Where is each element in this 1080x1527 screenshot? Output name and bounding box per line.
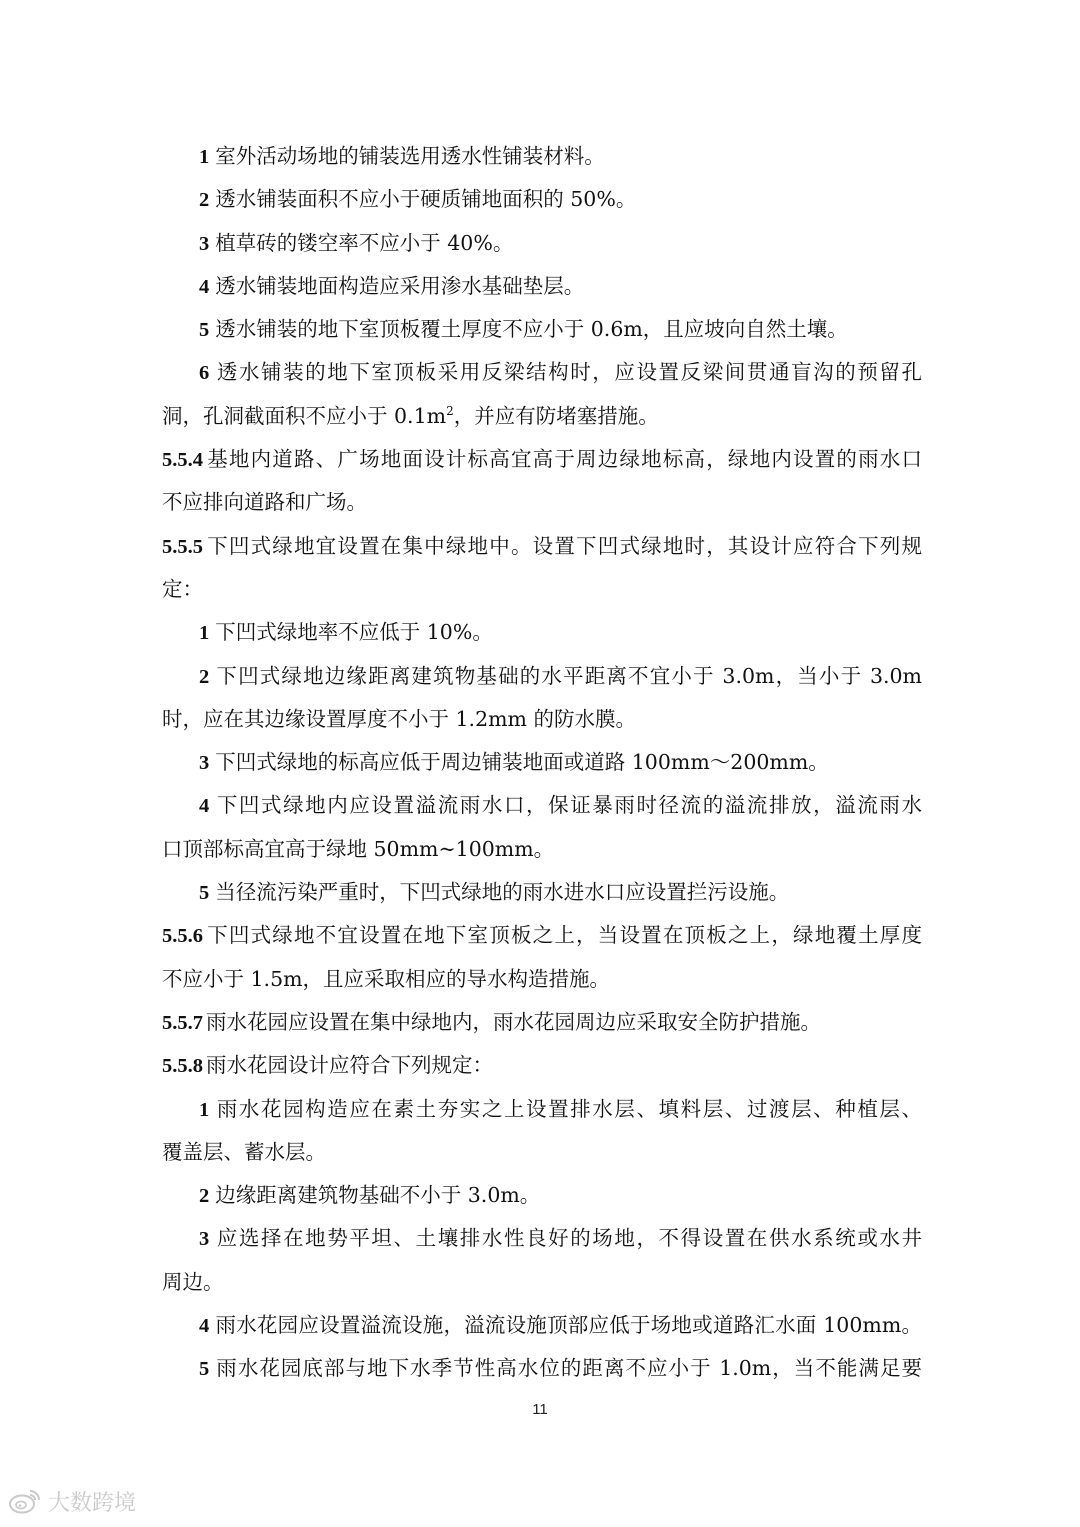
item-number: 2 — [199, 189, 210, 212]
item-text: 周边。 — [162, 1269, 224, 1294]
clause-5-5-6 — [0, 914, 922, 957]
item-number: 1 — [199, 622, 210, 645]
clause-text: 定： — [162, 576, 203, 601]
item-text: 室外活动场地的铺装选用透水性铺装材料。 — [215, 144, 605, 168]
clause-continuation — [0, 568, 922, 611]
list-item — [0, 784, 922, 827]
item-number: 4 — [199, 275, 210, 298]
item-number: 1 — [199, 1098, 210, 1121]
item-text: 雨水花园底部与地下水季节性高水位的距离不应小于 1.0m，当不能满足要 — [215, 1356, 922, 1381]
clause-number: 5.5.5 — [162, 535, 203, 558]
page-number: 11 — [532, 1401, 548, 1418]
clause-text: 不应排向道路和广场。 — [162, 490, 367, 515]
clause-5-5-8 — [0, 1044, 922, 1087]
clause-text: 雨水花园设计应符合下列规定： — [206, 1053, 493, 1078]
list-item — [0, 178, 922, 221]
item-text: 下凹式绿地的标高应低于周边铺装地面或道路 100mm～200mm。 — [215, 750, 829, 775]
clause-5-5-4 — [0, 438, 922, 481]
list-item — [0, 871, 922, 914]
item-number: 4 — [199, 1315, 210, 1338]
item-number: 5 — [199, 1358, 210, 1381]
item-text: 口顶部标高宜高于绿地 50mm~100mm。 — [162, 836, 555, 861]
item-text: 透水铺装的地下室顶板覆土厚度不应小于 0.6m，且应坡向自然土壤。 — [215, 317, 848, 342]
item-number: 5 — [199, 882, 210, 905]
document-body — [0, 135, 1080, 1391]
item-text: 雨水花园构造应在素土夯实之上设置排水层、填料层、过渡层、种植层、 — [215, 1096, 922, 1121]
list-item-continuation — [0, 698, 922, 741]
item-number: 3 — [199, 232, 210, 255]
weibo-logo-icon — [8, 1487, 42, 1515]
item-text: 覆盖层、蓄水层。 — [162, 1139, 326, 1164]
item-text: 下凹式绿地率不应低于 10%。 — [215, 620, 493, 645]
item-text: 透水铺装地面构造应采用渗水基础垫层。 — [215, 273, 585, 298]
clause-text: 雨水花园应设置在集中绿地内，雨水花园周边应采取安全防护措施。 — [206, 1009, 821, 1034]
clause-number: 5.5.7 — [162, 1011, 203, 1034]
list-item — [0, 611, 922, 654]
list-item — [0, 1347, 922, 1390]
item-number: 3 — [199, 1228, 210, 1251]
clause-text: 下凹式绿地不宜设置在地下室顶板之上，当设置在顶板之上，绿地覆土厚度 — [206, 923, 922, 948]
item-text: 应选择在地势平坦、土壤排水性良好的场地，不得设置在供水系统或水井 — [215, 1226, 922, 1251]
list-item — [0, 655, 922, 698]
clause-5-5-5 — [0, 525, 922, 568]
list-item-continuation — [0, 1131, 922, 1174]
clause-text: 下凹式绿地宜设置在集中绿地中。设置下凹式绿地时，其设计应符合下列规 — [206, 533, 922, 558]
item-text: 下凹式绿地边缘距离建筑物基础的水平距离不宜小于 3.0m，当小于 3.0m — [215, 663, 922, 688]
item-text: 洞，孔洞截面积不应小于 0.1m — [162, 403, 447, 428]
list-item — [0, 351, 922, 394]
watermark — [8, 1485, 136, 1517]
item-text: 边缘距离建筑物基础不小于 3.0m。 — [215, 1183, 541, 1208]
list-item — [0, 1174, 922, 1217]
watermark-text: 大数跨境 — [48, 1490, 137, 1516]
item-number: 5 — [199, 319, 210, 342]
list-item-continuation — [0, 828, 922, 871]
list-item — [0, 265, 922, 308]
item-number: 3 — [199, 752, 210, 775]
superscript: 2 — [446, 403, 454, 418]
item-number: 6 — [199, 362, 210, 385]
clause-number: 5.5.4 — [162, 449, 203, 472]
list-item-continuation — [0, 1261, 922, 1304]
list-item — [0, 1217, 922, 1260]
clause-number: 5.5.8 — [162, 1055, 203, 1078]
clause-continuation — [0, 481, 922, 524]
clause-number: 5.5.6 — [162, 925, 203, 948]
item-text: 下凹式绿地内应设置溢流雨水口，保证暴雨时径流的溢流排放，溢流雨水 — [215, 793, 922, 818]
list-item — [0, 1304, 922, 1347]
item-text: 植草砖的镂空率不应小于 40%。 — [215, 230, 514, 255]
clause-text: 不应小于 1.5m，且应采取相应的导水构造措施。 — [162, 966, 611, 991]
item-text: 雨水花园应设置溢流设施，溢流设施顶部应低于场地或道路汇水面 100mm。 — [215, 1313, 922, 1338]
item-text: 透水铺装面积不应小于硬质铺地面积的 50%。 — [215, 187, 637, 212]
item-number: 4 — [199, 795, 210, 818]
list-item-continuation — [0, 395, 922, 438]
list-item — [0, 1088, 922, 1131]
clause-continuation — [0, 958, 922, 1001]
clause-5-5-7 — [0, 1001, 922, 1044]
item-text: 透水铺装的地下室顶板采用反梁结构时，应设置反梁间贯通盲沟的预留孔 — [215, 360, 922, 385]
clause-text: 基地内道路、广场地面设计标高宜高于周边绿地标高，绿地内设置的雨水口 — [206, 447, 922, 472]
list-item — [0, 308, 922, 351]
list-item — [0, 741, 922, 784]
item-number: 2 — [199, 665, 210, 688]
item-text: ，并应有防堵塞措施。 — [453, 403, 659, 428]
list-item — [0, 222, 922, 265]
item-text: 时，应在其边缘设置厚度不小于 1.2mm 的防水膜。 — [162, 706, 637, 731]
list-item — [0, 135, 922, 178]
item-text: 当径流污染严重时，下凹式绿地的雨水进水口应设置拦污设施。 — [215, 880, 790, 905]
item-number: 1 — [199, 146, 210, 168]
item-number: 2 — [199, 1185, 210, 1208]
